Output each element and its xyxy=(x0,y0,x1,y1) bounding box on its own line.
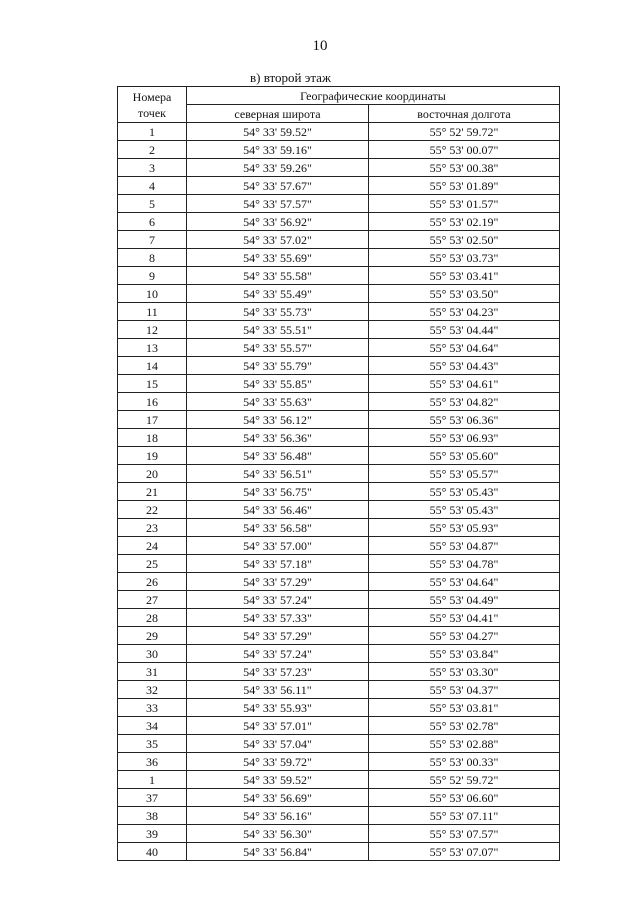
longitude-cell: 55° 53' 07.11" xyxy=(369,807,560,825)
point-number-cell: 8 xyxy=(118,249,187,267)
longitude-cell: 55° 53' 00.33" xyxy=(369,753,560,771)
point-number-cell: 30 xyxy=(118,645,187,663)
latitude-cell: 54° 33' 57.24" xyxy=(187,645,369,663)
point-number-cell: 25 xyxy=(118,555,187,573)
point-number-cell: 10 xyxy=(118,285,187,303)
point-number-cell: 18 xyxy=(118,429,187,447)
latitude-cell: 54° 33' 55.63" xyxy=(187,393,369,411)
table-row xyxy=(118,141,560,159)
latitude-cell: 54° 33' 59.52" xyxy=(187,771,369,789)
latitude-cell: 54° 33' 55.49" xyxy=(187,285,369,303)
latitude-cell: 54° 33' 59.26" xyxy=(187,159,369,177)
coordinates-table xyxy=(117,86,560,861)
latitude-cell: 54° 33' 57.24" xyxy=(187,591,369,609)
point-number-cell: 20 xyxy=(118,465,187,483)
table-row xyxy=(118,429,560,447)
table-row xyxy=(118,825,560,843)
longitude-cell: 55° 53' 03.41" xyxy=(369,267,560,285)
header-point-number-line2: точек xyxy=(138,105,166,120)
longitude-cell: 55° 53' 01.89" xyxy=(369,177,560,195)
point-number-cell: 12 xyxy=(118,321,187,339)
latitude-cell: 54° 33' 55.69" xyxy=(187,249,369,267)
point-number-cell: 14 xyxy=(118,357,187,375)
table-row xyxy=(118,375,560,393)
latitude-cell: 54° 33' 57.67" xyxy=(187,177,369,195)
latitude-cell: 54° 33' 55.51" xyxy=(187,321,369,339)
header-point-number-line1: Номера xyxy=(132,89,172,104)
point-number-cell: 3 xyxy=(118,159,187,177)
point-number-cell: 23 xyxy=(118,519,187,537)
longitude-cell: 55° 53' 02.78" xyxy=(369,717,560,735)
longitude-cell: 55° 53' 00.07" xyxy=(369,141,560,159)
point-number-cell: 38 xyxy=(118,807,187,825)
table-row xyxy=(118,177,560,195)
header-geo-coordinates: Географические координаты xyxy=(187,87,560,105)
longitude-cell: 55° 53' 03.84" xyxy=(369,645,560,663)
latitude-cell: 54° 33' 55.57" xyxy=(187,339,369,357)
table-row xyxy=(118,663,560,681)
longitude-cell: 55° 53' 00.38" xyxy=(369,159,560,177)
point-number-cell: 26 xyxy=(118,573,187,591)
table-row xyxy=(118,231,560,249)
table-header-row xyxy=(118,87,560,105)
latitude-cell: 54° 33' 55.85" xyxy=(187,375,369,393)
table-row xyxy=(118,717,560,735)
latitude-cell: 54° 33' 55.79" xyxy=(187,357,369,375)
longitude-cell: 55° 53' 03.30" xyxy=(369,663,560,681)
latitude-cell: 54° 33' 59.72" xyxy=(187,753,369,771)
point-number-cell: 19 xyxy=(118,447,187,465)
latitude-cell: 54° 33' 57.33" xyxy=(187,609,369,627)
latitude-cell: 54° 33' 56.75" xyxy=(187,483,369,501)
latitude-cell: 54° 33' 57.00" xyxy=(187,537,369,555)
longitude-cell: 55° 53' 04.61" xyxy=(369,375,560,393)
point-number-cell: 29 xyxy=(118,627,187,645)
point-number-cell: 7 xyxy=(118,231,187,249)
latitude-cell: 54° 33' 57.29" xyxy=(187,573,369,591)
point-number-cell: 22 xyxy=(118,501,187,519)
point-number-cell: 6 xyxy=(118,213,187,231)
latitude-cell: 54° 33' 55.58" xyxy=(187,267,369,285)
table-row xyxy=(118,249,560,267)
table-row xyxy=(118,339,560,357)
latitude-cell: 54° 33' 57.18" xyxy=(187,555,369,573)
table-row xyxy=(118,609,560,627)
longitude-cell: 55° 53' 04.44" xyxy=(369,321,560,339)
point-number-cell: 28 xyxy=(118,609,187,627)
longitude-cell: 55° 53' 04.41" xyxy=(369,609,560,627)
longitude-cell: 55° 53' 04.37" xyxy=(369,681,560,699)
longitude-cell: 55° 53' 04.78" xyxy=(369,555,560,573)
table-row xyxy=(118,447,560,465)
table-row xyxy=(118,843,560,861)
longitude-cell: 55° 53' 04.43" xyxy=(369,357,560,375)
longitude-cell: 55° 53' 03.50" xyxy=(369,285,560,303)
latitude-cell: 54° 33' 56.92" xyxy=(187,213,369,231)
latitude-cell: 54° 33' 56.58" xyxy=(187,519,369,537)
table-row xyxy=(118,267,560,285)
point-number-cell: 36 xyxy=(118,753,187,771)
point-number-cell: 15 xyxy=(118,375,187,393)
table-row xyxy=(118,501,560,519)
point-number-cell: 1 xyxy=(118,123,187,141)
point-number-cell: 13 xyxy=(118,339,187,357)
table-row xyxy=(118,123,560,141)
point-number-cell: 16 xyxy=(118,393,187,411)
longitude-cell: 55° 53' 04.23" xyxy=(369,303,560,321)
latitude-cell: 54° 33' 57.29" xyxy=(187,627,369,645)
section-title: в) второй этаж xyxy=(250,70,331,85)
table-row xyxy=(118,285,560,303)
longitude-cell: 55° 53' 02.88" xyxy=(369,735,560,753)
table-row xyxy=(118,321,560,339)
table-row xyxy=(118,771,560,789)
longitude-cell: 55° 52' 59.72" xyxy=(369,123,560,141)
header-longitude: восточная долгота xyxy=(369,105,560,123)
latitude-cell: 54° 33' 55.93" xyxy=(187,699,369,717)
latitude-cell: 54° 33' 57.04" xyxy=(187,735,369,753)
longitude-cell: 55° 53' 02.19" xyxy=(369,213,560,231)
table-row xyxy=(118,627,560,645)
point-number-cell: 1 xyxy=(118,771,187,789)
point-number-cell: 2 xyxy=(118,141,187,159)
table-row xyxy=(118,357,560,375)
latitude-cell: 54° 33' 57.23" xyxy=(187,663,369,681)
table-row xyxy=(118,555,560,573)
table-row xyxy=(118,303,560,321)
longitude-cell: 55° 53' 05.93" xyxy=(369,519,560,537)
latitude-cell: 54° 33' 56.51" xyxy=(187,465,369,483)
point-number-cell: 21 xyxy=(118,483,187,501)
latitude-cell: 54° 33' 56.30" xyxy=(187,825,369,843)
latitude-cell: 54° 33' 59.16" xyxy=(187,141,369,159)
table-row xyxy=(118,213,560,231)
point-number-cell: 24 xyxy=(118,537,187,555)
longitude-cell: 55° 53' 04.64" xyxy=(369,339,560,357)
table-row xyxy=(118,699,560,717)
latitude-cell: 54° 33' 56.46" xyxy=(187,501,369,519)
longitude-cell: 55° 53' 04.49" xyxy=(369,591,560,609)
point-number-cell: 37 xyxy=(118,789,187,807)
table-row xyxy=(118,537,560,555)
latitude-cell: 54° 33' 56.11" xyxy=(187,681,369,699)
header-latitude: северная широта xyxy=(187,105,369,123)
longitude-cell: 55° 53' 07.57" xyxy=(369,825,560,843)
longitude-cell: 55° 53' 02.50" xyxy=(369,231,560,249)
header-point-number xyxy=(118,87,187,123)
point-number-cell: 31 xyxy=(118,663,187,681)
point-number-cell: 4 xyxy=(118,177,187,195)
latitude-cell: 54° 33' 55.73" xyxy=(187,303,369,321)
table-row xyxy=(118,735,560,753)
longitude-cell: 55° 53' 05.43" xyxy=(369,501,560,519)
point-number-cell: 9 xyxy=(118,267,187,285)
latitude-cell: 54° 33' 59.52" xyxy=(187,123,369,141)
longitude-cell: 55° 53' 05.60" xyxy=(369,447,560,465)
page-number: 10 xyxy=(312,38,328,54)
latitude-cell: 54° 33' 56.16" xyxy=(187,807,369,825)
point-number-cell: 34 xyxy=(118,717,187,735)
longitude-cell: 55° 53' 04.27" xyxy=(369,627,560,645)
latitude-cell: 54° 33' 56.69" xyxy=(187,789,369,807)
table-row xyxy=(118,573,560,591)
point-number-cell: 17 xyxy=(118,411,187,429)
point-number-cell: 35 xyxy=(118,735,187,753)
table-row xyxy=(118,753,560,771)
longitude-cell: 55° 53' 03.81" xyxy=(369,699,560,717)
longitude-cell: 55° 53' 06.60" xyxy=(369,789,560,807)
latitude-cell: 54° 33' 57.57" xyxy=(187,195,369,213)
table-row xyxy=(118,465,560,483)
table-row xyxy=(118,159,560,177)
longitude-cell: 55° 52' 59.72" xyxy=(369,771,560,789)
table-row xyxy=(118,789,560,807)
table-row xyxy=(118,591,560,609)
table-row xyxy=(118,483,560,501)
longitude-cell: 55° 53' 03.73" xyxy=(369,249,560,267)
longitude-cell: 55° 53' 06.36" xyxy=(369,411,560,429)
point-number-cell: 33 xyxy=(118,699,187,717)
latitude-cell: 54° 33' 56.48" xyxy=(187,447,369,465)
latitude-cell: 54° 33' 57.01" xyxy=(187,717,369,735)
point-number-cell: 11 xyxy=(118,303,187,321)
point-number-cell: 32 xyxy=(118,681,187,699)
longitude-cell: 55° 53' 04.87" xyxy=(369,537,560,555)
point-number-cell: 27 xyxy=(118,591,187,609)
longitude-cell: 55° 53' 06.93" xyxy=(369,429,560,447)
longitude-cell: 55° 53' 07.07" xyxy=(369,843,560,861)
table-row xyxy=(118,411,560,429)
point-number-cell: 5 xyxy=(118,195,187,213)
table-row xyxy=(118,519,560,537)
longitude-cell: 55° 53' 04.64" xyxy=(369,573,560,591)
latitude-cell: 54° 33' 56.84" xyxy=(187,843,369,861)
table-row xyxy=(118,393,560,411)
longitude-cell: 55° 53' 01.57" xyxy=(369,195,560,213)
table-row xyxy=(118,681,560,699)
latitude-cell: 54° 33' 56.36" xyxy=(187,429,369,447)
table-row xyxy=(118,195,560,213)
point-number-cell: 39 xyxy=(118,825,187,843)
longitude-cell: 55° 53' 05.57" xyxy=(369,465,560,483)
longitude-cell: 55° 53' 04.82" xyxy=(369,393,560,411)
latitude-cell: 54° 33' 57.02" xyxy=(187,231,369,249)
latitude-cell: 54° 33' 56.12" xyxy=(187,411,369,429)
point-number-cell: 40 xyxy=(118,843,187,861)
table-row xyxy=(118,807,560,825)
table-row xyxy=(118,645,560,663)
longitude-cell: 55° 53' 05.43" xyxy=(369,483,560,501)
